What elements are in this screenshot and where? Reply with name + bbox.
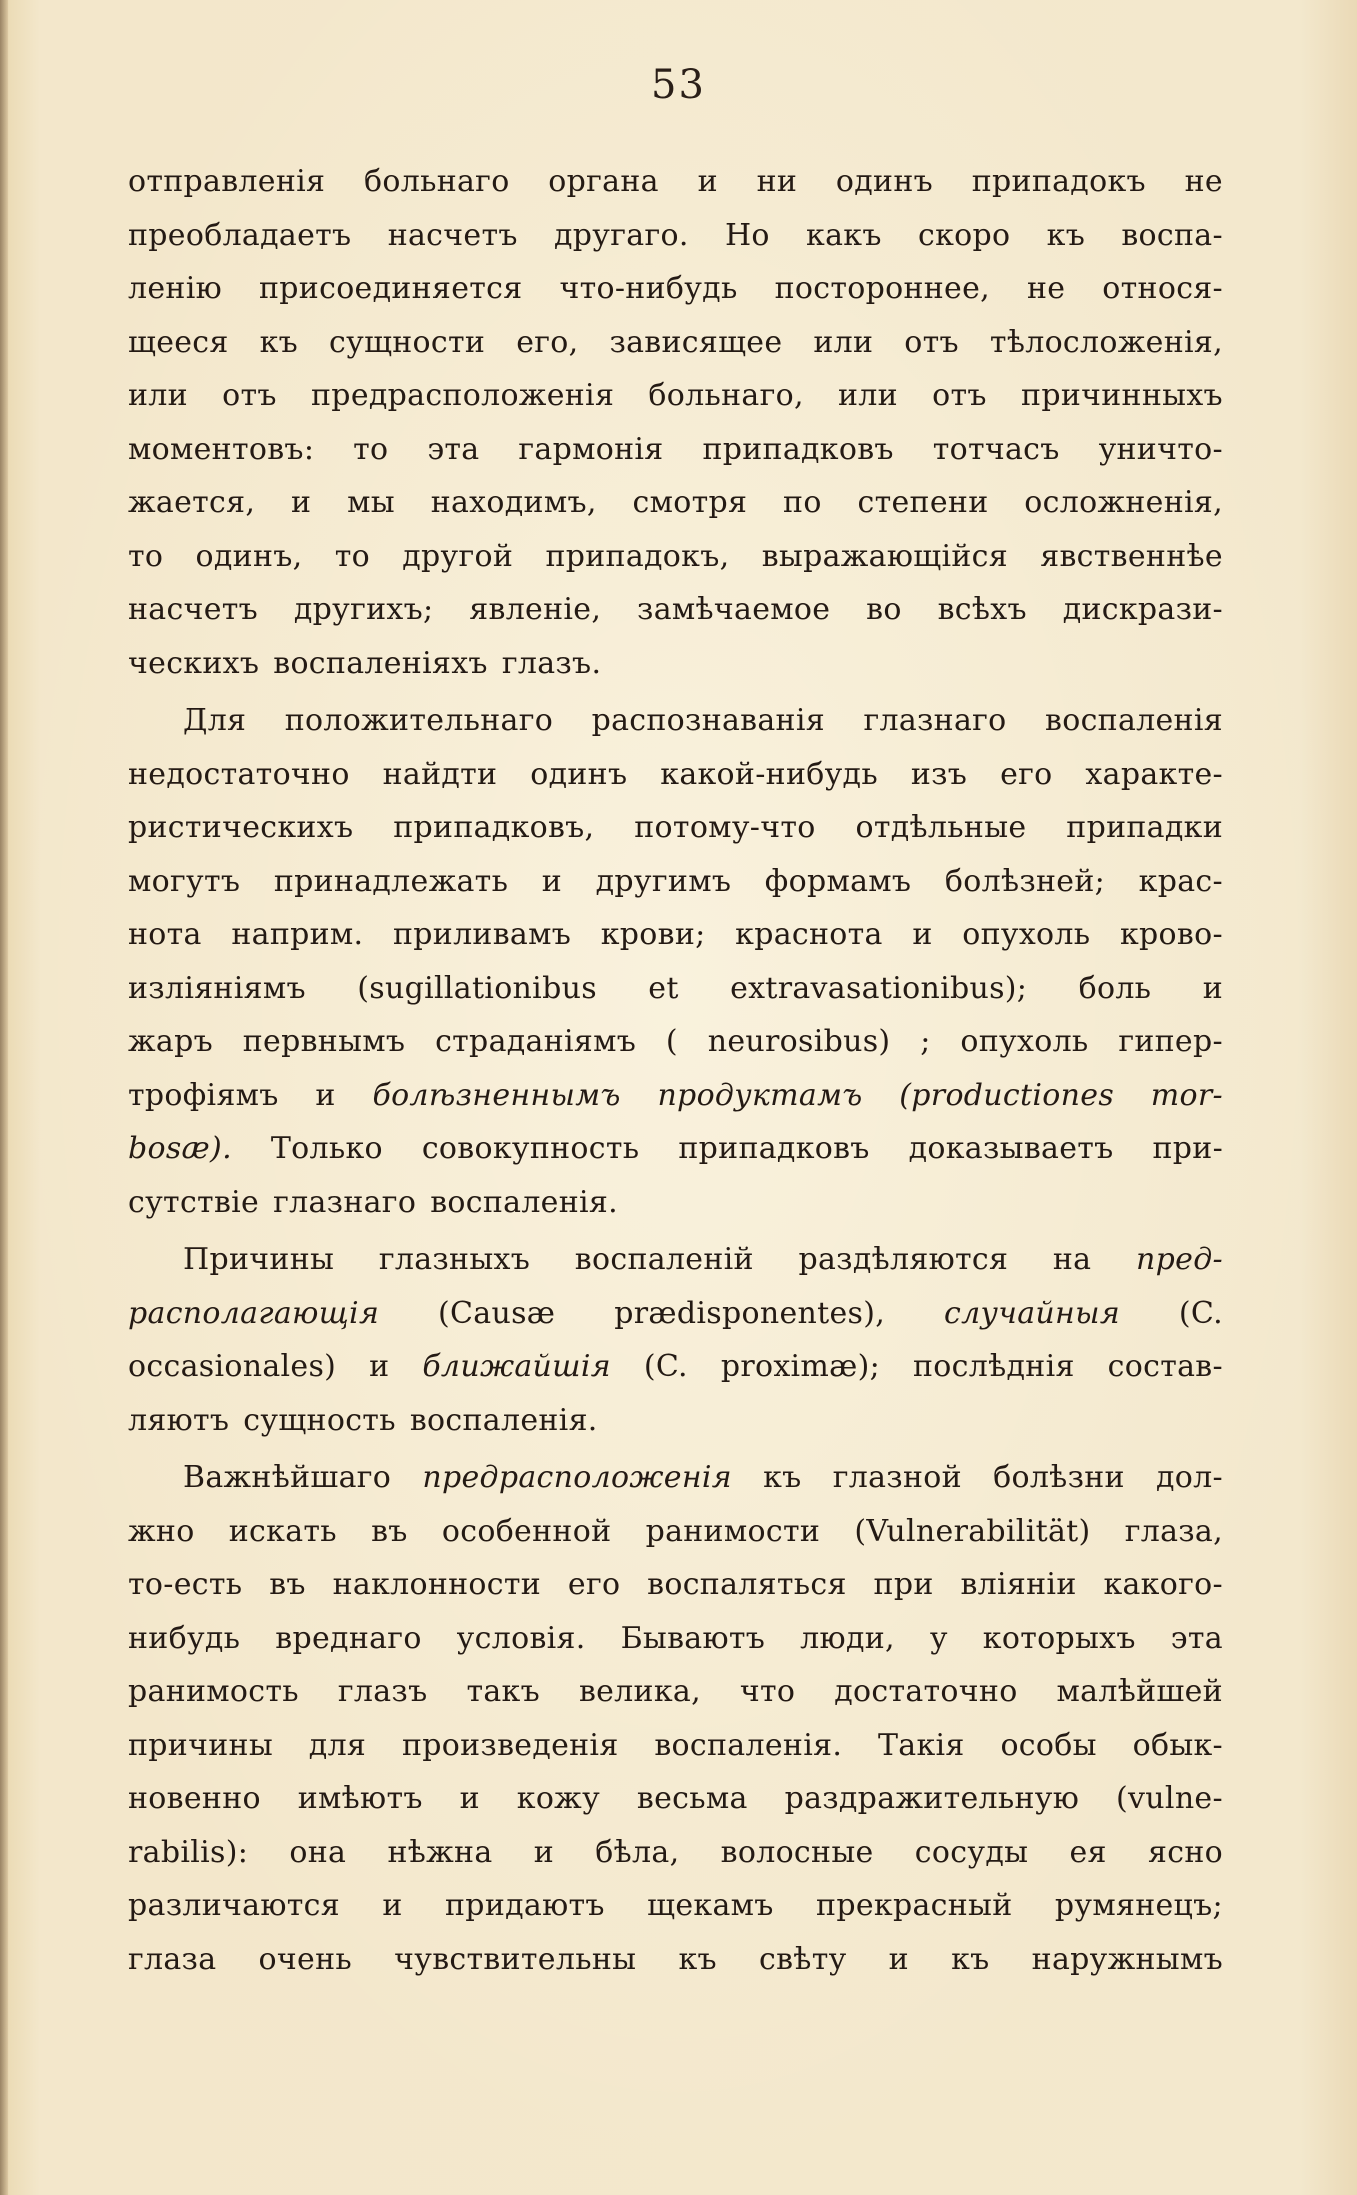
word: воспаленія	[1045, 703, 1223, 738]
word: при	[873, 1567, 934, 1602]
word: весьма	[636, 1781, 748, 1816]
word: мы	[347, 485, 395, 520]
word: воспаляться	[647, 1567, 847, 1602]
text-line	[128, 1015, 1223, 1069]
word: Такія	[877, 1727, 965, 1763]
word: и	[697, 164, 718, 199]
word: ристическихъ	[128, 810, 354, 845]
word: не	[1026, 271, 1066, 306]
word: страданіямъ	[435, 1024, 637, 1059]
word: или	[128, 378, 188, 413]
word: какой-нибудь	[660, 756, 878, 792]
word: принадлежать	[273, 863, 509, 899]
paragraph	[128, 1233, 1223, 1447]
paragraph	[128, 155, 1223, 690]
word: его,	[516, 324, 579, 360]
word: воспаленія.	[654, 1727, 843, 1763]
word: выражающійся	[761, 538, 1008, 574]
word: могутъ	[128, 863, 241, 899]
word: (C.	[643, 1349, 688, 1384]
word: (C.	[1178, 1295, 1223, 1331]
word: различаются	[128, 1888, 340, 1923]
word: ;	[920, 1024, 931, 1059]
text-line	[128, 1176, 1223, 1230]
word: явственнѣе	[1040, 538, 1223, 574]
word: чувствительны	[394, 1941, 637, 1977]
word: недостаточно	[128, 756, 350, 792]
word: ляютъ	[128, 1402, 230, 1438]
word: то	[334, 538, 371, 574]
word: въ	[371, 1513, 408, 1549]
word: воспаленій	[574, 1242, 754, 1277]
text-line	[128, 908, 1223, 962]
word: какого-	[1103, 1567, 1223, 1602]
word: совокупность	[421, 1131, 640, 1166]
word: и	[912, 917, 933, 952]
word: послѣднія	[913, 1349, 1075, 1384]
word: скоро	[917, 217, 1011, 253]
word: бѣла,	[595, 1834, 680, 1870]
word: припадокъ,	[545, 538, 730, 574]
text-line	[128, 1665, 1223, 1719]
word: bosæ).	[128, 1131, 232, 1166]
word: воспа-	[1121, 217, 1223, 253]
word: новенно	[128, 1781, 261, 1816]
word: воспаленіяхъ	[273, 645, 488, 681]
word: причинныхъ	[1021, 378, 1223, 413]
word: больнаго,	[648, 378, 804, 413]
word: глазной	[832, 1460, 962, 1495]
word: положительнаго	[284, 703, 554, 738]
word: одинъ	[835, 164, 934, 199]
word: въ	[269, 1567, 306, 1602]
word: или	[838, 378, 898, 413]
word: жаръ	[128, 1024, 213, 1059]
word: обык-	[1132, 1727, 1223, 1763]
word: причины	[128, 1727, 273, 1763]
text-line	[128, 855, 1223, 909]
word: отъ	[222, 378, 277, 413]
word: которыхъ	[982, 1620, 1136, 1656]
text-line	[128, 1451, 1223, 1505]
word: относя-	[1102, 271, 1223, 306]
word: находимъ,	[430, 485, 597, 520]
word: первнымъ	[242, 1024, 406, 1059]
word: другой	[402, 538, 514, 574]
page-spine-shadow	[0, 0, 8, 2195]
word: кожу	[516, 1781, 601, 1816]
word: тотчасъ	[932, 431, 1060, 467]
word: и	[369, 1349, 390, 1384]
word: наклонности	[332, 1567, 542, 1602]
word: крово-	[1120, 917, 1223, 952]
word: другихъ;	[293, 592, 434, 627]
word: по	[783, 485, 822, 520]
word: наприм.	[231, 917, 364, 952]
word: такъ	[466, 1674, 540, 1709]
word: припадковъ,	[393, 810, 595, 845]
word: припадокъ	[971, 164, 1146, 199]
word: наружнымъ	[1031, 1941, 1223, 1977]
word: щекамъ	[647, 1888, 774, 1923]
word: условія.	[456, 1620, 586, 1656]
word: для	[308, 1727, 367, 1763]
word: (vulne-	[1116, 1781, 1223, 1816]
word: достаточно	[834, 1674, 1018, 1709]
word: и	[315, 1077, 336, 1113]
word: сутствіе	[128, 1184, 260, 1220]
word: боль	[1078, 970, 1152, 1006]
word: то	[128, 538, 164, 574]
word: глазнаго	[273, 1184, 417, 1220]
word: что-нибудь	[559, 271, 738, 306]
word: у	[929, 1620, 948, 1656]
word: крас-	[1138, 863, 1223, 899]
text-line	[128, 209, 1223, 263]
word: сущности	[329, 324, 486, 360]
word: proximæ);	[720, 1349, 881, 1384]
word: предрасположенія	[422, 1460, 732, 1495]
word: замѣчаемое	[637, 592, 831, 627]
paragraph	[128, 1451, 1223, 1986]
word: болѣзни	[993, 1460, 1125, 1495]
word: Только	[270, 1131, 383, 1166]
word: гармонія	[518, 431, 664, 467]
word: то-есть	[128, 1567, 243, 1602]
text-line	[128, 423, 1223, 477]
text-line	[128, 1719, 1223, 1773]
text-line	[128, 1826, 1223, 1880]
word: смотря	[632, 485, 748, 520]
word: отправленія	[128, 164, 326, 199]
word: глазныхъ	[378, 1242, 531, 1277]
text-line	[128, 1287, 1223, 1341]
word: какъ	[806, 217, 882, 253]
word: вліяніи	[960, 1567, 1077, 1602]
paragraph	[128, 694, 1223, 1229]
word: ческихъ	[128, 645, 260, 681]
text-line	[128, 1069, 1223, 1123]
word: состав-	[1107, 1349, 1223, 1384]
text-line	[128, 1879, 1223, 1933]
word: продуктамъ	[657, 1077, 863, 1113]
word: потому-что	[634, 810, 816, 845]
word: Причины	[183, 1242, 335, 1277]
text-line	[128, 748, 1223, 802]
text-line	[128, 962, 1223, 1016]
word: prædisponentes),	[614, 1295, 886, 1331]
word: раздѣляются	[798, 1242, 1009, 1277]
word: и	[1202, 970, 1223, 1006]
text-line	[128, 530, 1223, 584]
text-line	[128, 369, 1223, 423]
word: моментовъ:	[128, 431, 315, 467]
word: эта	[1170, 1620, 1223, 1656]
word: Важнѣйшаго	[183, 1460, 392, 1495]
word: другимъ	[595, 863, 732, 899]
word: отдѣльные	[855, 810, 1027, 845]
word: гипер-	[1118, 1024, 1223, 1059]
text-line	[128, 316, 1223, 370]
word: придаютъ	[445, 1888, 605, 1923]
word: Бываютъ	[620, 1620, 766, 1656]
word: ясно	[1148, 1834, 1223, 1870]
word: болѣзненнымъ	[372, 1077, 621, 1113]
word: уничто-	[1098, 431, 1223, 467]
word: (	[665, 1024, 678, 1059]
word: особы	[1000, 1727, 1097, 1763]
word: степени	[857, 485, 989, 520]
word: крови;	[600, 917, 706, 952]
word: (Causæ	[438, 1295, 556, 1331]
word: свѣту	[759, 1941, 847, 1977]
word: характе-	[1085, 756, 1223, 792]
word: (sugillationibus	[357, 970, 597, 1006]
text-line	[128, 583, 1223, 637]
word: преобладаетъ	[128, 217, 352, 253]
word: одинъ,	[195, 538, 303, 574]
word: органа	[548, 164, 659, 199]
word: пред-	[1136, 1242, 1223, 1277]
word: велика,	[578, 1674, 701, 1709]
word: припадковъ	[702, 431, 894, 467]
word: насчетъ	[387, 217, 518, 253]
word: насчетъ	[128, 592, 259, 627]
word: другаго.	[554, 217, 689, 253]
word: нѣжна	[387, 1834, 493, 1870]
word: (Vulnerabilität)	[854, 1513, 1091, 1549]
word: щееся	[128, 324, 229, 360]
word: формамъ	[764, 863, 912, 899]
word: всѣхъ	[937, 592, 1027, 627]
word: опухоль	[960, 1024, 1089, 1059]
word: постороннее,	[774, 271, 990, 306]
word: et	[648, 970, 679, 1006]
word: искать	[228, 1513, 337, 1549]
word: малѣйшей	[1056, 1674, 1223, 1709]
word: при-	[1152, 1131, 1223, 1166]
word: приливамъ	[392, 917, 572, 952]
word: сосуды	[914, 1834, 1029, 1870]
word: раздражительную	[784, 1781, 1080, 1816]
word: одинъ	[530, 756, 628, 792]
word: occasionales)	[128, 1349, 337, 1384]
word: доказываетъ	[908, 1131, 1114, 1166]
word: особенной	[441, 1513, 612, 1549]
word: осложненія,	[1024, 485, 1223, 520]
word: или	[813, 324, 874, 360]
word: и	[291, 485, 312, 520]
word: болѣзней;	[944, 863, 1106, 899]
word: и	[541, 863, 563, 899]
word: опухоль	[962, 917, 1091, 952]
word: жно	[128, 1513, 195, 1549]
text-line	[128, 1772, 1223, 1826]
word: эта	[427, 431, 480, 467]
word: къ	[951, 1941, 990, 1977]
word: краснота	[735, 917, 883, 952]
word: глаза	[128, 1941, 217, 1977]
word: extravasationibus);	[730, 970, 1028, 1006]
text-line	[128, 262, 1223, 316]
word: найдти	[382, 756, 498, 792]
text-line	[128, 1233, 1223, 1287]
word: люди,	[800, 1620, 895, 1656]
word: произведенія	[401, 1727, 619, 1763]
word: (productiones	[899, 1077, 1115, 1113]
word: прекрасный	[816, 1888, 1013, 1923]
word: припадковъ	[678, 1131, 870, 1166]
text-line	[128, 1505, 1223, 1559]
text-line	[128, 1558, 1223, 1612]
word: къ	[763, 1460, 802, 1495]
word: ея	[1069, 1834, 1107, 1870]
word: neurosibus)	[707, 1024, 891, 1059]
word: то	[353, 431, 389, 467]
word: ни	[756, 164, 798, 199]
word: что	[739, 1674, 796, 1709]
word: глазъ.	[501, 645, 602, 681]
text-line	[128, 1394, 1223, 1448]
word: имѣютъ	[297, 1781, 423, 1816]
word: отъ	[904, 324, 959, 360]
word: и	[533, 1834, 555, 1870]
word: Для	[183, 703, 247, 738]
word: воспаленія.	[430, 1184, 618, 1220]
word: румянецъ;	[1054, 1888, 1223, 1923]
text-line	[128, 1340, 1223, 1394]
word: и	[459, 1781, 480, 1816]
word: его	[1000, 756, 1053, 792]
text-body	[128, 155, 1223, 1986]
text-line	[128, 1612, 1223, 1666]
word: ленію	[128, 271, 223, 306]
word: не	[1184, 164, 1223, 199]
word: предрасположенія	[311, 378, 615, 413]
word: Но	[724, 217, 770, 253]
word: его	[567, 1567, 621, 1602]
text-line	[128, 1933, 1223, 1987]
text-line	[128, 694, 1223, 748]
word: ближайшія	[422, 1349, 611, 1384]
word: ранимости	[645, 1513, 821, 1549]
word: на	[1052, 1242, 1092, 1277]
word: mor-	[1150, 1077, 1223, 1113]
word: rabilis):	[128, 1834, 249, 1870]
word: къ	[678, 1941, 717, 1977]
word: воспаленія.	[409, 1402, 598, 1438]
text-line	[128, 801, 1223, 855]
text-line	[128, 1122, 1223, 1176]
word: присоединяется	[259, 271, 523, 306]
word: она	[289, 1834, 347, 1870]
word: явленіе,	[469, 592, 602, 627]
word: отъ	[932, 378, 987, 413]
word: нота	[128, 917, 202, 952]
word: изъ	[910, 756, 968, 792]
word: къ	[1046, 217, 1086, 253]
word: и	[382, 1888, 403, 1923]
word: зависящее	[609, 324, 783, 360]
word: распознаванія	[591, 703, 825, 738]
word: сущность	[243, 1402, 396, 1438]
word: случайныя	[944, 1295, 1120, 1331]
word: глаза,	[1124, 1513, 1223, 1549]
word: волосные	[720, 1834, 874, 1870]
page-number: 53	[651, 62, 706, 108]
word: вреднаго	[275, 1620, 422, 1656]
word: ранимость	[128, 1674, 299, 1709]
word: и	[888, 1941, 909, 1977]
word: глазъ	[337, 1674, 428, 1709]
word: дол-	[1156, 1460, 1223, 1495]
word: припадки	[1066, 810, 1223, 845]
word: во	[866, 592, 902, 627]
word: трофіямъ	[128, 1077, 279, 1113]
word: глазнаго	[863, 703, 1007, 738]
word: больнаго	[363, 164, 510, 199]
word: располагающія	[128, 1295, 380, 1331]
word: жается,	[128, 485, 256, 520]
word: изліяніямъ	[128, 970, 306, 1006]
text-line	[128, 155, 1223, 209]
text-line	[128, 476, 1223, 530]
word: нибудь	[128, 1620, 241, 1656]
word: дискрази-	[1062, 592, 1223, 627]
word: тѣлосложенія,	[989, 324, 1223, 360]
word: очень	[258, 1941, 353, 1977]
word: къ	[259, 324, 299, 360]
text-line	[128, 637, 1223, 691]
